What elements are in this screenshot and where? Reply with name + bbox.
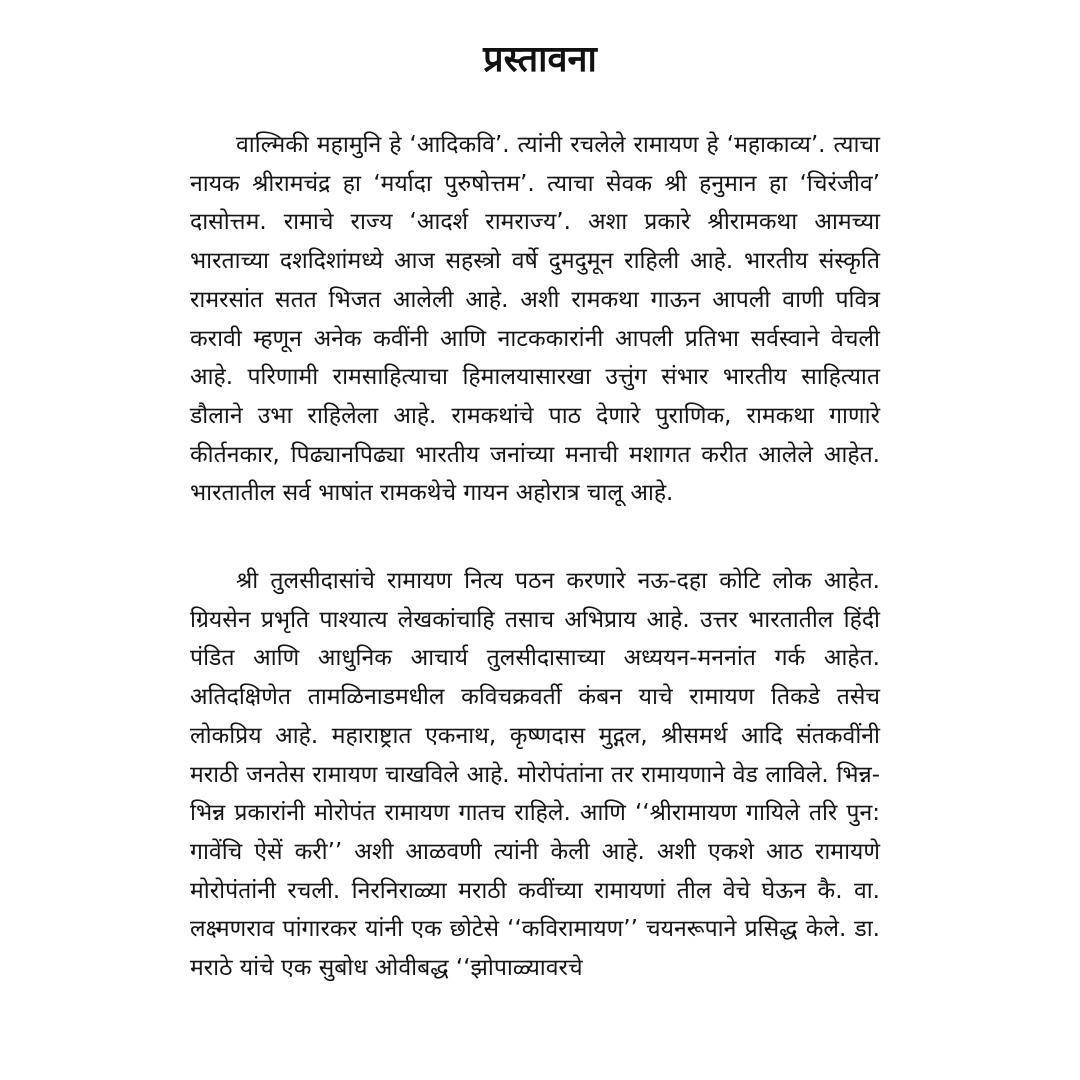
paragraph-2: श्री तुलसीदासांचे रामायण नित्य पठन करणारे नऊ-दहा कोटि लोक आहेत. ग्रियसेन प्रभृति पाश्यात्य लेखकांचाहि तसाच अभिप्राय आहे. उत्तर भारतातील हिंदी पंडित आणि आधुनिक आचार्य तुलसीदासाच्या अध्ययन-मननांत गर्क आहेत. अतिदक्षिणेत तामळिनाडमधील कविचक्रवर्ती कंबन याचे रामायण तिकडे तसेच लोकप्रिय आहे. महाराष्ट्रात एकनाथ, कृष्णदास मुद्गल, श्रीसमर्थ आदि संतकवींनी मराठी जनतेस रामायण चाखविले आहे. मोरोपंतांना तर रामायणाने वेड लाविले. भिन्न-भिन्न प्रकारांनी मोरोपंत रामायण गातच राहिले. आणि ‘‘श्रीरामायण गायिले तरि पुन: गावेंचि ऐसें करी’’ अशी आळवणी त्यांनी केली आहे. अशी एकशे आठ रामायणे मोरोपंतांनी रचली. निरनिराळ्या मराठी कवींच्या रामायणां तील वेचे घेऊन कै. वा. लक्ष्मणराव पांगारकर यांनी एक छोटेसे ‘‘कविरामायण’’ चयनरूपाने प्रसिद्ध केले. डा. मराठे यांचे एक सुबोध ओवीबद्ध ‘‘झोपाळ्यावरचे [190, 568, 880, 982]
page-title: प्रस्तावना [483, 39, 597, 80]
paragraph-1: वाल्मिकी महामुनि हे ‘आदिकवि’. त्यांनी रचलेले रामायण हे ‘महाकाव्य’. त्याचा नायक श्रीरामचंद्र हा ‘मर्यादा पुरुषोत्तम’. त्याचा सेवक श्री हनुमान हा ‘चिरंजीव’ दासोत्तम. रामाचे राज्य ‘आदर्श रामराज्य’. अशा प्रकारे श्रीरामकथा आमच्या भारताच्या दशदिशांमध्ये आज सहस्त्रो वर्षे दुमदुमून राहिली आहे. भारतीय संस्कृति रामरसांत सतत भिजत आलेली आहे. अशी रामकथा गाऊन आपली वाणी पवित्र करावी म्हणून अनेक कवींनी आणि नाटककारांनी आपली प्रतिभा सर्वस्वाने वेचली आहे. परिणामी रामसाहित्याचा हिमालयासारखा उत्तुंग संभार भारतीय साहित्यात डौलाने उभा राहिलेला आहे. रामकथांचे पाठ देणारे पुराणिक, रामकथा गाणारे कीर्तनकार, पिढ्यानपिढ्या भारतीय जनांच्या मनाची मशागत करीत आलेले आहेत. भारतातील सर्व भाषांत रामकथेचे गायन अहोरात्र चालू आहे. [190, 132, 880, 507]
